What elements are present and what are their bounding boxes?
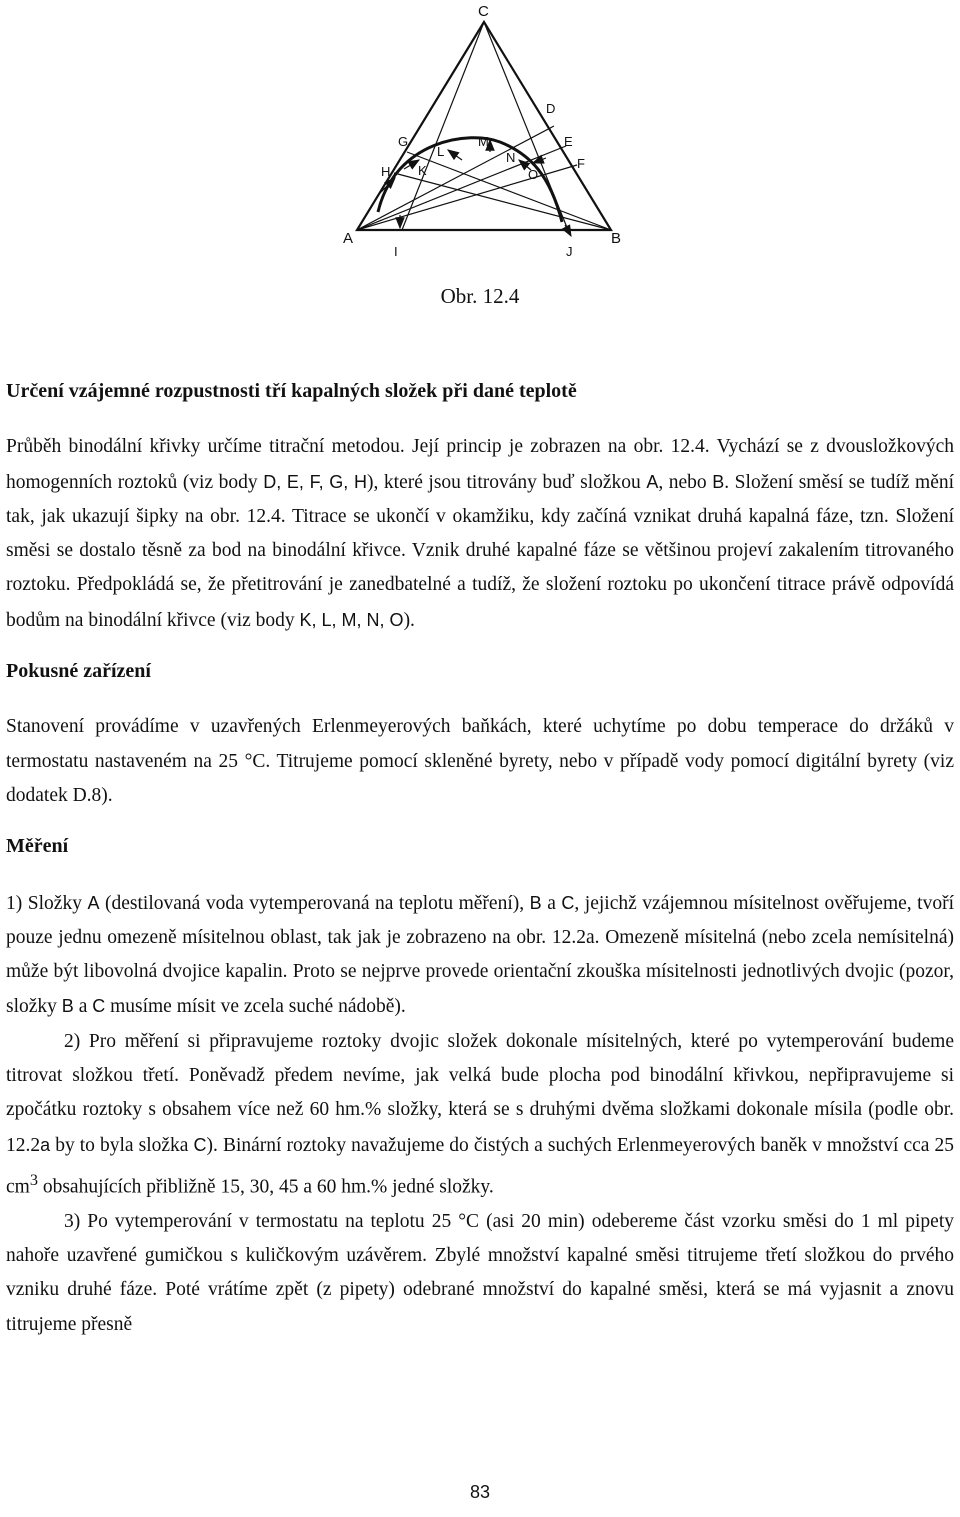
- paragraph-method: [6, 430, 954, 638]
- text-run: a: [73, 996, 93, 1018]
- text-run: 2) Pro měření si připravujeme roztoky dvojic složek dokonale mísitelných, které po vytemperování budeme titrovat složkou třetí. Poněvadž předem nevíme, jak velká bude plocha pod binodální křivkou, nepřipravujeme si zpočátku roztoky s obsahem více než 60 hm.% složky, která se s druhými dvěma složkami dokonale mísila (podle obr. 12.2: [6, 1030, 954, 1156]
- triangle-outline: [357, 22, 611, 230]
- text-run: obsahujících přibližně 15, 30, 45 a 60 hm.% jedné složky.: [37, 1176, 494, 1198]
- text-run: D, E, F, G, H: [263, 471, 367, 492]
- ternary-phase-diagram: [0, 0, 960, 270]
- figure-caption: Obr. 12.4: [440, 284, 520, 308]
- text-run: A: [646, 471, 659, 492]
- titration-lines-from-i-j: [402, 22, 568, 230]
- point-label-e: E: [564, 134, 573, 149]
- point-label-i: I: [394, 244, 398, 259]
- text-run: by to byla složka: [50, 1134, 194, 1156]
- text-run: musíme mísit ve zcela suché nádobě).: [105, 996, 406, 1018]
- text-run: Průběh binodální křivky určíme titrační metodou. Její princip je zobrazen na obr. 12.4. Vychází se z dvousložkových homogenních roztoků (viz body: [6, 436, 954, 493]
- point-label-l: L: [437, 144, 445, 159]
- point-label-j: J: [566, 244, 573, 259]
- text-run: B: [61, 996, 74, 1017]
- text-run: , nebo: [658, 471, 713, 493]
- point-label-f: F: [577, 156, 585, 171]
- text-run: C: [92, 996, 106, 1017]
- section-heading-solubility: Určení vzájemné rozpustnosti tří kapalných složek při dané teplotě: [6, 380, 577, 402]
- text-run: 1) Složky: [6, 892, 88, 914]
- paragraph-step-1: [6, 886, 954, 1025]
- paragraph-step-3: 3) Po vytemperování v termostatu na teplotu 25 °C (asi 20 min) odebereme část vzorku směsi do 1 ml pipety nahoře uzavřené gumičkou s kuličkovým uzávěrem. Zbylé množství kapalné směsi titrujeme třetí složkou do prvého vzniku druhé fáze. Poté vrátíme zpět (z pipety) odebrané množství do kapalné směsi, která se má vyjasnit a znovu titrujeme přesně: [6, 1210, 954, 1335]
- text-run: C: [193, 1134, 207, 1155]
- text-run: ).: [403, 609, 415, 631]
- main-text: [6, 374, 954, 1342]
- section-heading-measurement: Měření: [6, 835, 69, 858]
- text-run: 3: [29, 1170, 38, 1189]
- vertex-label-c: C: [478, 3, 489, 20]
- point-label-d: D: [546, 101, 556, 116]
- text-run: B: [529, 892, 542, 913]
- text-run: A: [87, 892, 100, 913]
- text-run: a: [40, 1134, 51, 1155]
- text-run: ), které jsou titrovány buď složkou: [366, 471, 647, 493]
- page-number: 83: [469, 1482, 491, 1502]
- paragraph-step-2: [6, 1025, 954, 1205]
- text-run: B: [712, 471, 725, 492]
- text-run: (destilovaná voda vytemperovaná na teplotu měření),: [99, 892, 530, 914]
- point-label-g: G: [398, 134, 409, 149]
- text-run: , jejichž vzájemnou mísitelnost ověřujeme, tvoří pouze jednu omezeně mísitelnou oblast, tak jak je zobrazeno na obr. 12.2a. Omezeně mísitelná (nebo zcela nemísitelná) může být libovolná dvojice kapalin. Proto se nejprve provede orientační zkouška mísitelnosti jednotlivých dvojic (pozor, složky: [6, 892, 955, 1018]
- point-label-k: K: [418, 163, 427, 178]
- point-label-o: O: [528, 167, 539, 182]
- vertex-label-b: B: [611, 230, 622, 247]
- paragraph-apparatus: Stanovení provádíme v uzavřených Erlenmeyerových baňkách, které uchytíme po dobu temperace do držáků v termostatu nastaveném na 25 °C. Titrujeme pomocí skleněné byrety, nebo v případě vody pomocí digitální byrety (viz dodatek D.8).: [6, 716, 954, 806]
- text-run: . Složení směsí se tudíž mění tak, jak ukazují šipky na obr. 12.4. Titrace se ukončí v okamžiku, kdy začíná vznikat druhá kapalná fáze, tzn. Složení směsi se dostalo těsně za bod na binodální křivce. Vznik druhé kapalné fáze se většinou projeví zakalením titrovaného roztoku. Předpokládá se, že přetitrování je zanedbatelné a tudíž, že složení roztoku po ukončení titrace právě odpovídá bodům na binodální křivce (viz body: [6, 471, 955, 631]
- point-label-m: M: [478, 134, 489, 149]
- vertex-label-a: A: [343, 230, 354, 247]
- text-run: K, L, M, N, O: [299, 609, 404, 630]
- text-run: a: [541, 892, 562, 914]
- point-label-n: N: [506, 150, 516, 165]
- text-run: C: [561, 892, 575, 913]
- section-heading-apparatus: Pokusné zařízení: [6, 660, 151, 683]
- text-run: ). Binární roztoky navažujeme do čistých a suchých Erlenmeyerových baněk v množství cca 25 cm: [6, 1134, 955, 1198]
- titration-arrows: [380, 140, 571, 236]
- point-label-h: H: [381, 164, 391, 179]
